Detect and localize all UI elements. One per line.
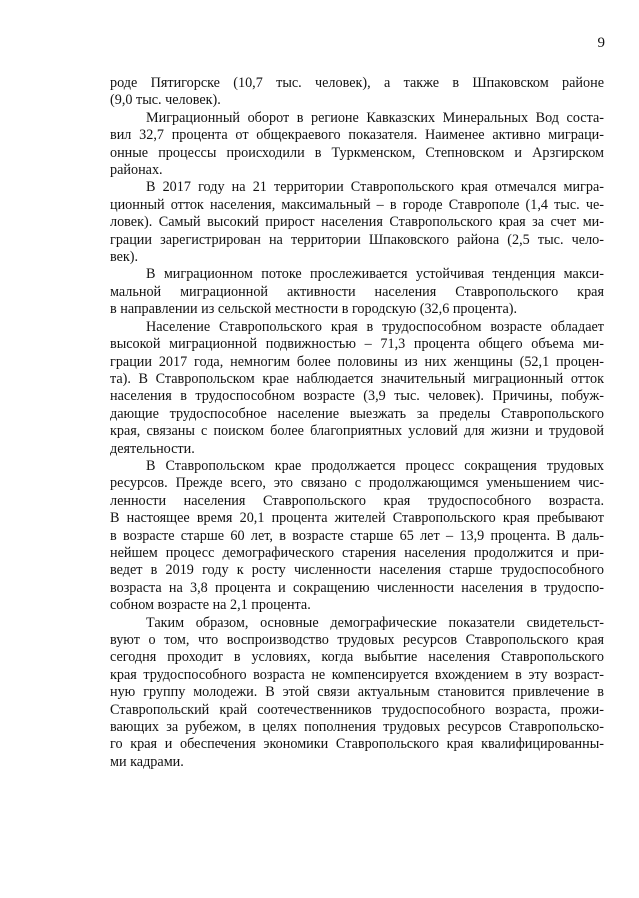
text-line: грации зарегистрирован на территории Шпаковского района (2,5 тыс. чело- [110,231,604,248]
text-line: возраста на 3,8 процента и сокращению численности населения в трудоспо- [110,579,604,596]
text-line: собном возрасте на 2,1 процента. [110,597,311,614]
text-line: грации 2017 года, немногим более половины из них женщины (52,1 процен- [110,353,604,370]
page-number: 9 [597,35,605,51]
text-line: В 2017 году на 21 территории Ставропольского края отмечался мигра- [146,179,604,196]
text-line: (9,0 тыс. человек). [110,92,221,109]
text-line: ведет в 2019 году к росту численности населения старше трудоспособного [110,562,604,579]
paragraph-labor-reduction [110,458,604,615]
paragraph-migration-flow [110,266,604,318]
text-line: вил 32,7 процента от общекраевого показателя. Наименее активно миграци- [110,127,604,144]
text-line: нейшем процесс демографического старения населения продолжится и при- [110,544,604,561]
text-line: ресурсов. Прежде всего, это связано с продолжающимся уменьшением чис- [110,475,604,492]
paragraph-working-age-population [110,319,604,458]
text-line: ную группу молодежи. В этой связи актуальным становится привлечение в [110,684,604,701]
text-line: В настоящее время 20,1 процента жителей Ставропольского края пребывают [110,510,604,527]
text-line: в возрасте старше 60 лет, в возрасте старше 65 лет – 13,9 процента. В даль- [110,527,604,544]
document-body [110,75,604,771]
text-line: го края и обеспечения экономики Ставропольского края квалифицированны- [110,736,604,753]
text-line: онные процессы происходили в Туркменском, Степновском и Арзгирском [110,144,604,161]
text-line: роде Пятигорске (10,7 тыс. человек), а также в Шпаковском районе [110,75,604,91]
text-line: В Ставропольском крае продолжается процесс сокращения трудовых [146,457,604,474]
text-line: районах. [110,162,163,179]
text-line: Миграционный оборот в регионе Кавказских Минеральных Вод соста- [146,109,604,126]
text-line: вуют о том, что воспроизводство трудовых ресурсов Ставропольского края [110,632,604,648]
paragraph-outflow-2017 [110,179,604,266]
text-line: дающие трудоспособное население выезжать за пределы Ставропольского [110,405,604,422]
text-line: та). В Ставропольском крае наблюдается значительный миграционный отток [110,370,604,387]
text-line: Ставропольский край соотечественников трудоспособного возраста, прожи- [110,701,604,718]
text-line: век). [110,249,139,266]
text-line: Население Ставропольского края в трудоспособном возрасте обладает [146,318,604,335]
text-line: населения в трудоспособном возрасте (3,9 тыс. человек). Причины, побуж- [110,388,604,405]
text-line: Таким образом, основные демографические показатели свидетельст- [146,614,604,631]
text-line: В миграционном потоке прослеживается устойчивая тенденция макси- [146,266,604,283]
text-line: мальной миграционной активности населения Ставропольского края [110,283,604,300]
text-line: ми кадрами. [110,753,184,770]
text-line: высокой миграционной подвижностью – 71,3 процента общего объема ми- [110,336,604,353]
text-line: края, связаны с поиском более благоприятных условий для жизни и трудовой [110,423,604,440]
text-line: края трудоспособного возраста не компенсируется вхождением в эту возраст- [110,666,604,683]
paragraph-continuation [110,75,604,110]
text-line: деятельности. [110,440,195,457]
text-line: вающих за рубежом, в целях пополнения трудовых ресурсов Ставропольско- [110,719,604,736]
text-line: в направлении из сельской местности в городскую (32,6 процента). [110,301,518,318]
paragraph-migration-turnover [110,110,604,180]
paragraph-conclusion [110,615,604,772]
text-line: сегодня проходит в условиях, когда выбытие населения Ставропольского [110,649,604,666]
text-line: ционный отток населения, максимальный – в городе Ставрополе (1,4 тыс. че- [110,196,604,213]
text-line: ловек). Самый высокий прирост населения Ставропольского края за счет ми- [110,214,604,231]
text-line: ленности населения Ставропольского края трудоспособного возраста. [110,492,604,509]
